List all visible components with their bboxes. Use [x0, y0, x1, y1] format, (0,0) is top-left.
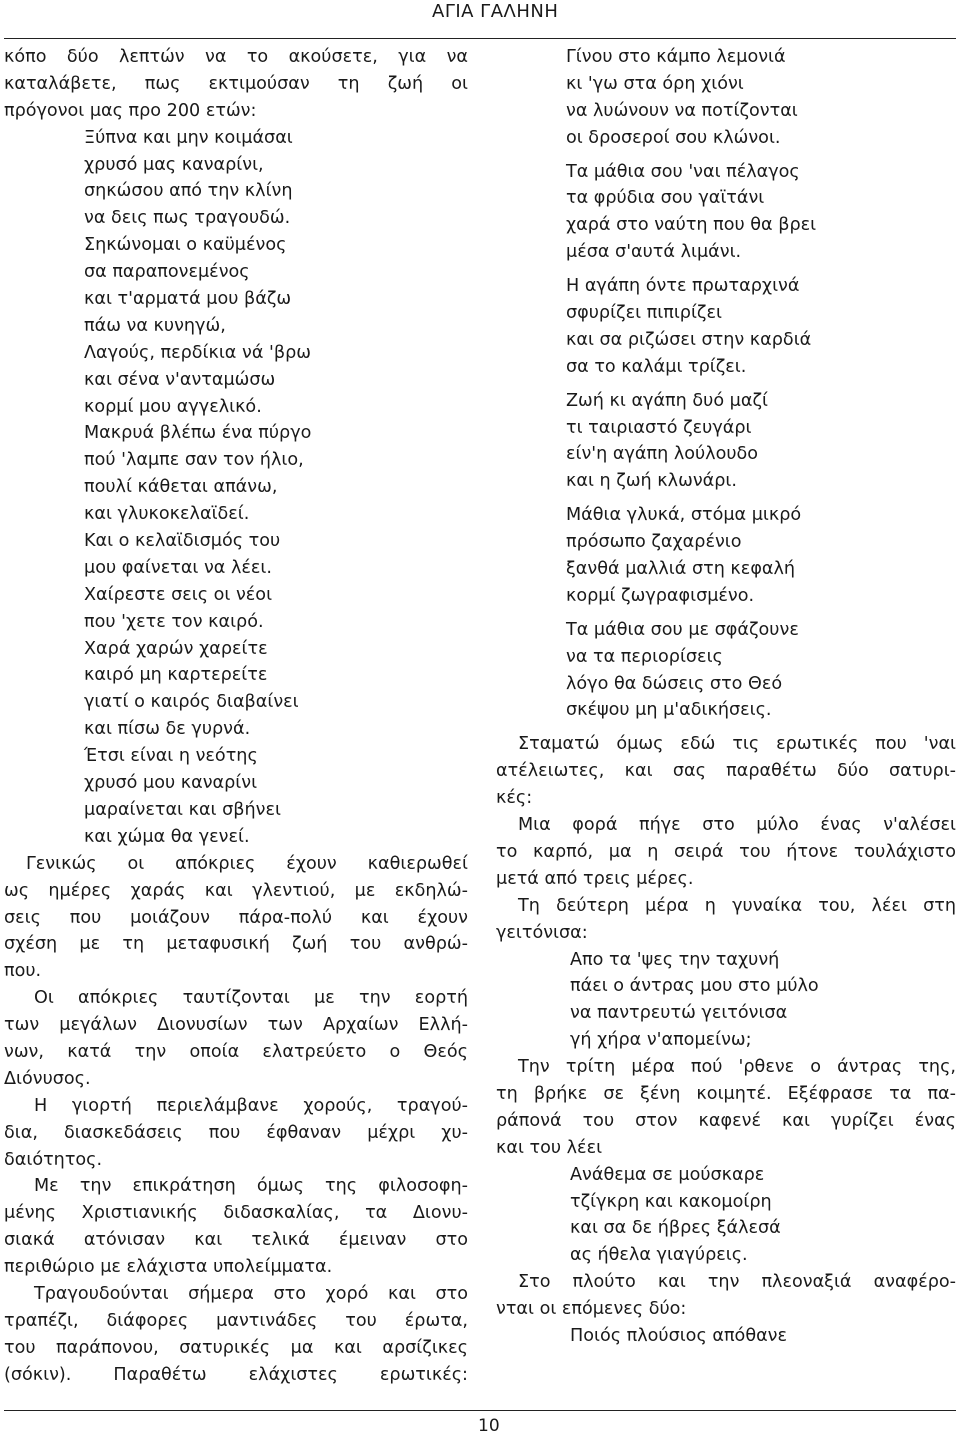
- right-text-line: Τη δεύτερη μέρα η γυναίκα του, λέει στη: [518, 895, 956, 916]
- right-text-line: κι 'γω στα όρη χιόνι: [566, 73, 744, 94]
- left-text-line: (σόκιν). Παραθέτω ελάχιστες ερωτικές:: [4, 1364, 468, 1385]
- left-text-line: χρυσό μου καναρίνι: [84, 773, 258, 794]
- stanza-gap: [496, 266, 956, 273]
- right-text-line: Τα μάθια σου με σφάζουνε: [566, 619, 799, 640]
- right-text-line: γή χήρα ν'απομείνω;: [570, 1030, 752, 1051]
- left-text-line: Χαίρεστε σεις οι νέοι: [84, 584, 273, 605]
- footer-rule: [4, 1410, 956, 1411]
- left-text-line: Έτσι είναι η νεότης: [84, 746, 258, 767]
- header-rule: [4, 38, 956, 39]
- stanza-gap: [496, 495, 956, 502]
- left-text-line: κορμί μου αγγελικό.: [84, 396, 262, 417]
- left-text-line: πουλί κάθεται απάνω,: [84, 477, 278, 498]
- left-text-line: πρόγονοι μας προ 200 ετών:: [4, 100, 257, 121]
- left-text-line: τραπέζι, διάφορες μαντινάδες του έρωτα,: [4, 1310, 468, 1331]
- stanza-gap: [496, 152, 956, 159]
- right-text-line: νται οι επόμενες δύο:: [496, 1299, 687, 1320]
- left-text-line: των μεγάλων Διονυσίων των Αρχαίων Ελλή-: [4, 1015, 468, 1036]
- left-text-line: σηκώσου από την κλίνη: [84, 181, 293, 202]
- left-text-line: και σένα ν'ανταμώσω: [84, 369, 276, 390]
- left-text-line: δια, διασκεδάσεις που έφθαναν μέχρι χυ-: [4, 1122, 468, 1143]
- left-text-line: σιακά ατόνισαν και τελικά έμειναν στο: [4, 1230, 468, 1251]
- right-text-line: λόγο θα δώσεις στο Θεό: [566, 673, 783, 694]
- page-header: [0, 0, 960, 22]
- left-text-line: να δεις πως τραγουδώ.: [84, 208, 291, 229]
- left-text-line: νων, κατά την οποία ελατρεύετο ο Θεός: [4, 1041, 468, 1062]
- right-text-line: να παντρευτώ γειτόνισα: [570, 1003, 788, 1024]
- right-text-line: και η ζωή κλωνάρι.: [566, 471, 737, 492]
- right-text-line: Απο τα 'ψες την ταχυνή: [570, 949, 780, 970]
- left-text-line: ως ημέρες χαράς και γλεντιού, με εκδηλώ-: [4, 880, 468, 901]
- right-text-line: να τα περιορίσεις: [566, 646, 723, 667]
- left-text-line: πoυ.: [4, 961, 42, 982]
- right-text-line: τα φρύδια σου γαϊτάνι: [566, 188, 765, 209]
- right-text-line: πάει ο άντρας μου στο μύλο: [570, 976, 819, 997]
- right-text-line: μετά από τρεις μέρες.: [496, 868, 694, 889]
- left-text-line: Ξύπνα και μην κοιμάσαι: [84, 127, 293, 148]
- right-text-line: Στο πλούτο και την πλεοναξιά αναφέρο-: [518, 1272, 956, 1293]
- left-text-line: Με την επικράτηση όμως της φιλοσοφη-: [34, 1176, 468, 1197]
- right-text-line: τζίγκρη και κακομοίρη: [570, 1191, 772, 1212]
- right-text-line: ράπονά του στον καφενέ και γυρίζει ένας: [496, 1110, 956, 1131]
- right-text-line: Σταματώ όμως εδώ τις ερωτικές που 'ναι: [518, 734, 956, 755]
- left-text-line: Η γιορτή περιελάμβανε χορούς, τραγού-: [34, 1095, 468, 1116]
- right-text-line: ξανθά μαλλιά στη κεφαλή: [566, 559, 796, 580]
- right-text-line: κορμί ζωγραφισμένο.: [566, 585, 755, 606]
- left-text-line: σχέση με τη μεταφυσική ζωή του ανθρώ-: [4, 934, 468, 955]
- right-text-line: σα το καλάμι τρίζει.: [566, 356, 747, 377]
- stanza-gap: [496, 381, 956, 388]
- left-text-line: καταλάβετε, πως εκτιμούσαν τη ζωή οι: [4, 73, 468, 94]
- right-text-line: Ζωή κι αγάπη δυό μαζί: [566, 390, 769, 411]
- right-text-line: να λυώνουν να ποτίζονται: [566, 100, 798, 121]
- stanza-gap: [496, 724, 956, 731]
- left-text-line: Σηκώνομαι ο καϋμένος: [84, 235, 287, 256]
- left-text-line: Τραγουδούνται σήμερα στο χορό και στο: [34, 1283, 468, 1304]
- right-text-line: σφυρίζει πιπιρίζει: [566, 303, 722, 324]
- right-text-line: σκέψου μη μ'αδικήσεις.: [566, 700, 772, 721]
- right-text-line: τη βρήκε σε ξένη κοιμητέ. Εξέφρασε τα πα-: [496, 1083, 956, 1104]
- left-text-line: μαραίνεται και σβήνει: [84, 799, 281, 820]
- left-text-line: Λαγούς, περδίκια νά 'βρω: [84, 342, 311, 363]
- right-text-line: ατέλειωτες, και σας παραθέτω δύο σατυρι-: [496, 761, 956, 782]
- right-text-line: μέσα σ'αυτά λιμάνι.: [566, 242, 742, 263]
- left-text-line: και πίσω δε γυρνά.: [84, 719, 251, 740]
- left-text-line: Οι απόκριες ταυτίζονται με την εορτή: [34, 988, 468, 1009]
- right-text-line: είν'η αγάπη λούλουδο: [566, 444, 759, 465]
- right-text-line: και του λέει: [496, 1137, 603, 1158]
- left-text-line: του παράπονου, σατυρικές μα και αρσίζικες: [4, 1337, 468, 1358]
- right-text-line: Γίνου στο κάμπο λεμονιά: [566, 47, 786, 67]
- left-text-line: σα παραπονεμένος: [84, 262, 250, 283]
- left-text-line: και τ'αρματά μου βάζω: [84, 289, 292, 310]
- right-column: [496, 44, 956, 1350]
- right-text-line: και σα ριζώσει στην καρδιά: [566, 329, 812, 350]
- page-number: 10: [478, 1416, 500, 1436]
- right-text-line: οι δροσεροί σου κλώνοι.: [566, 127, 781, 148]
- left-text-line: δαιότητος.: [4, 1149, 103, 1170]
- left-text-line: πού 'λαμπε σαν τον ήλιο,: [84, 450, 304, 471]
- right-text-line: τι ταιριαστό ζευγάρι: [566, 417, 752, 438]
- right-text-line: και σα δε ήβρες ξάλεσά: [570, 1218, 781, 1239]
- left-text-line: Χαρά χαρών χαρείτε: [84, 638, 268, 659]
- left-text-line: σεις που μοιάζουν πάρα-πολύ και έχουν: [4, 907, 468, 928]
- left-text-line: καιρό μη καρτερείτε: [84, 665, 268, 686]
- left-text-line: που 'χετε τον καιρό.: [84, 611, 264, 632]
- left-text-line: περιθώριο με ελάχιστα υπολείμματα.: [4, 1257, 333, 1278]
- right-text-line: το καρπό, μα η σειρά του ήτονε τουλάχιστο: [496, 841, 956, 862]
- right-text-line: Ανάθεμα σε μούσκαρε: [570, 1164, 765, 1185]
- left-text-line: Και ο κελαϊδισμός του: [84, 531, 281, 552]
- right-text-line: Ποιός πλούσιος απόθανε: [570, 1325, 788, 1346]
- left-text-line: πάω να κυνηγώ,: [84, 315, 226, 336]
- stanza-gap: [496, 610, 956, 617]
- left-text-line: Μακρυά βλέπω ένα πύργο: [84, 423, 312, 444]
- left-text-line: και γλυκοκελαϊδεί.: [84, 504, 250, 525]
- left-text-line: μένης Χριστιανικής διδασκαλίας, τα Διονυ-: [4, 1203, 468, 1224]
- right-text-line: κές:: [496, 788, 533, 809]
- right-text-line: Τα μάθια σου 'ναι πέλαγος: [566, 161, 800, 182]
- left-text-line: και χώμα θα γενεί.: [84, 826, 250, 847]
- right-text-line: χαρά στο ναύτη που θα βρει: [566, 215, 817, 236]
- right-text-line: ας ήθελα γιαγύρεις.: [570, 1245, 748, 1266]
- right-text-line: πρόσωπο ζαχαρένιο: [566, 532, 742, 553]
- left-text-line: χρυσό μας καναρίνι,: [84, 154, 264, 175]
- left-text-line: κόπο δύο λεπτών να το ακούσετε, για να: [4, 47, 468, 67]
- left-column: [4, 44, 468, 1389]
- right-text-line: Μια φορά πήγε στο μύλο ένας ν'αλέσει: [518, 815, 956, 836]
- left-text-line: Διόνυσος.: [4, 1068, 91, 1089]
- right-text-line: γειτόνισα:: [496, 922, 588, 943]
- right-text-line: Την τρίτη μέρα πού 'ρθενε ο άντρας της,: [518, 1057, 956, 1078]
- right-text-line: Η αγάπη όντε πρωταρχινά: [566, 276, 800, 297]
- running-title: ΑΓΙΑ ΓΑΛΗΝΗ: [432, 1, 559, 22]
- left-text-line: Γενικώς οι απόκριες έχουν καθιερωθεί: [26, 853, 468, 874]
- right-text-line: Μάθια γλυκά, στόμα μικρό: [566, 505, 802, 526]
- left-text-line: γιατί ο καιρός διαβαίνει: [84, 692, 299, 713]
- left-text-line: μου φαίνεται να λέει.: [84, 557, 272, 578]
